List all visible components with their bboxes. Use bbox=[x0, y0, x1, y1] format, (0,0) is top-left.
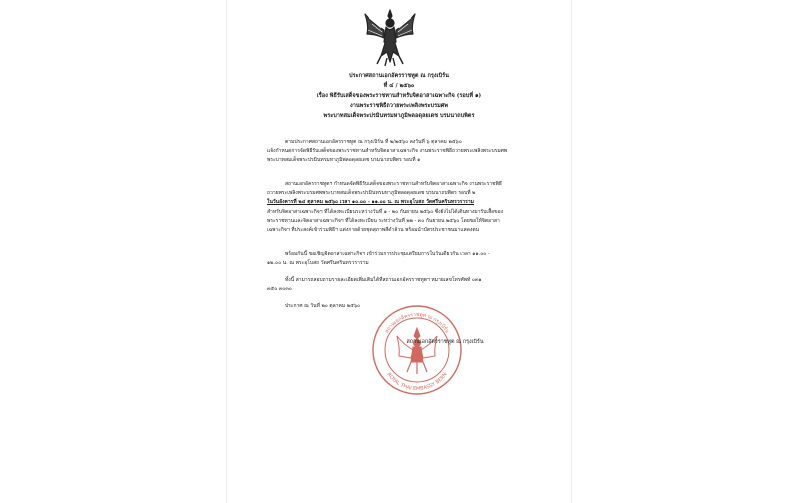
paragraph-contact: ทั้งนี้ สามารถสอบถามรายละเอียดเพิ่มเติมได้ที่สถานเอกอัครราชทูตฯ หมายเลขโทรศัพท์ ๐๓๑ ๓๕๐ ๓๐๓๐ bbox=[267, 277, 482, 293]
paragraph-schedule: สถานเอกอัครราชทูตฯ กำหนดจัดพิธีรับเสด็จของพระราชทานสำหรับจิตอาสาเฉพาะกิจ งานพระราชพิธี ถวายพระเพลิงพระบรมศพพระบาทสมเด็จพระปรมินทรมหาภูมิพลอดุลยเดช บรมนาถบพิตร รอบที่ ๒ ในวันอังคารที่ ๒๔ ตุลาคม ๒๕๖๐ เวลา ๑๐.๐๐ - ๑๑.๐๐ น. ณ พระอุโบสถ วัดศรีนครินทรวราราม สำหรับจิตอาสาเฉพาะกิจฯ ที่ได้ลงทะเบียนระหว่างวันที่ ๑ - ๒๐ กันยายน ๒๕๖๐ ซึ่งยังไม่ได้เดินทางมารับเสื้อของ พระราชทานและจิตอาสาเฉพาะกิจฯ ที่ได้ลงทะเบียน ระหว่างวันที่ ๒๒ - ๓๐ กันยายน ๒๕๖๐ โดยขอให้จิตอาสา เฉพาะกิจฯ ที่ประสงค์เข้าร่วมพิธีฯ แต่งกายด้วยชุดสุภาพสีดำล้วน พร้อมนำบัตรประชาชนมาแสดงตน bbox=[267, 181, 504, 234]
svg-text:สถานเอกอัครราชทูต ณ กรุงเบิร์น: สถานเอกอัครราชทูต ณ กรุงเบิร์น bbox=[384, 311, 450, 335]
svg-text:ROYAL THAI EMBASSY BERN: ROYAL THAI EMBASSY BERN bbox=[385, 371, 449, 393]
announcement-subject: เรื่อง พิธีรับเสด็จของพระราชทานสำหรับจิตอาสาเฉพาะกิจ (รอบที่ ๑) bbox=[316, 93, 482, 99]
announcement-subject-line3: พระบาทสมเด็จพระปรมินทรมหาภูมิพลอดุลยเดช บรมนาถบพิตร bbox=[323, 113, 475, 119]
announcement-title: ประกาศสถานเอกอัครราชทูต ณ กรุงเบิร์น bbox=[349, 73, 449, 79]
garuda-emblem-icon bbox=[361, 6, 419, 70]
document-page bbox=[226, 0, 572, 503]
paragraph-reference: ตามประกาศสถานเอกอัครราชทูต ณ กรุงเบิร์น ที่ ๒/๒๕๖๐ ลงวันที่ ๖ ตุลาคม ๒๕๖๐ แจ้งกำหนดการจัดพิธีรับเสด็จของพระราชทานสำหรับจิตอาสาเฉพาะกิจ งานพระราชพิธีถวายพระเพลิงพระบรมศพ พระบาทสมเด็จพระปรมินทรมหาภูมิพลอดุลยเดช บรมนาถบพิตร รอบที่ ๑ bbox=[267, 139, 508, 164]
paragraph-meeting: พร้อมกันนี้ ขอเชิญจิตอาสาเฉพาะกิจฯ เข้าร่วมการประชุมเตรียมการในวันเดียวกัน เวลา ๑๑.๐๐ - ๑๒.๐๐ น. ณ พระอุโบสถ วัดศรีนครินทรวราราม bbox=[267, 251, 490, 267]
embassy-seal-icon bbox=[369, 302, 465, 398]
announcement-date: ประกาศ ณ วันที่ ๒๐ ตุลาคม ๒๕๖๐ bbox=[285, 303, 361, 309]
schedule-date-emphasis: ในวันอังคารที่ ๒๔ ตุลาคม ๒๕๖๐ เวลา ๑๐.๐๐ - ๑๑.๐๐ น. ณ พระอุโบสถ วัดศรีนครินทรวราราม bbox=[267, 199, 474, 206]
announcement-number: ที่ ๔ / ๒๕๖๐ bbox=[383, 83, 415, 89]
announcement-subject-line2: งานพระราชพิธีถวายพระเพลิงพระบรมศพ bbox=[349, 103, 448, 109]
signature-block: สถานเอกอัครราชทูต ณ กรุงเบิร์น bbox=[406, 339, 484, 345]
